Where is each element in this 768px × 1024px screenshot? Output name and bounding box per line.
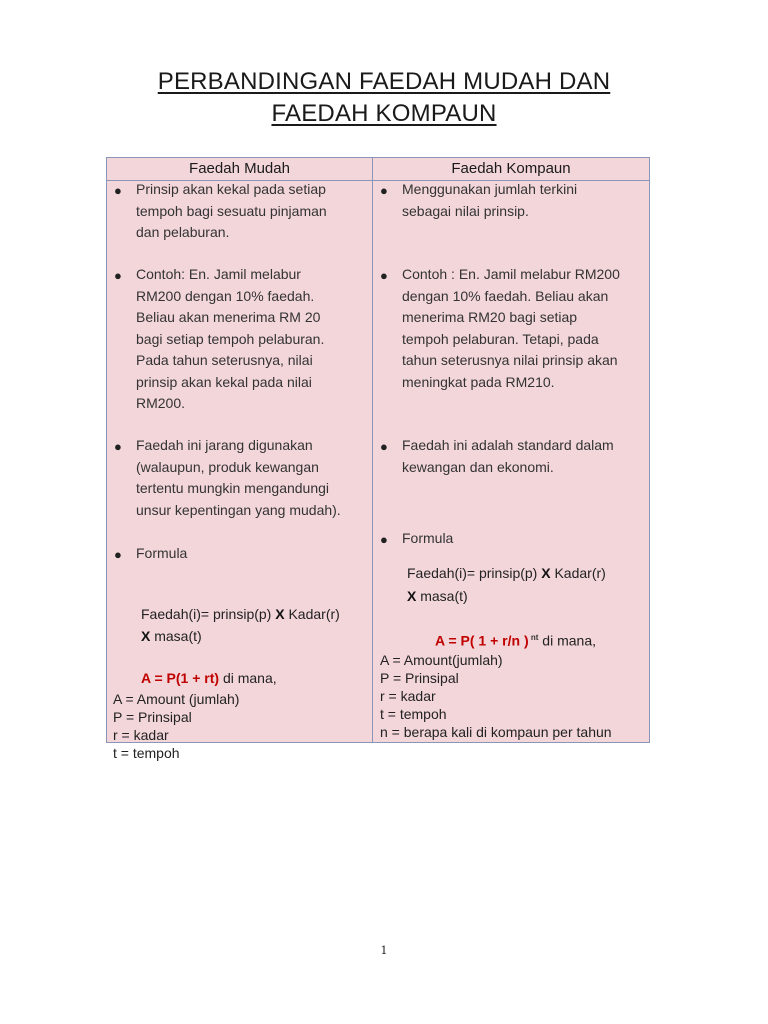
mudah-formula-label: Formula (136, 545, 188, 561)
kompaun-equation: A = P( 1 + r/n ) $^{nt}$ di mana, (435, 632, 596, 649)
exponent-nt: nt (528, 633, 539, 642)
mudah-contoh-text: Contoh: En. Jamil melabur RM200 dengan 10% faedah. Beliau akan menerima RM 20 bagi setiap tempoh pelaburan. Pada tahun seterusnya, nilai prinsip akan kekal pada nilai RM200. (136, 266, 325, 411)
bullet-icon: ● (380, 183, 388, 198)
multiply-sign: X (275, 606, 285, 622)
bullet-icon: ● (380, 439, 388, 454)
bullet-icon: ● (114, 268, 122, 283)
compound-interest-equation: A = P( 1 + r/n ) (435, 632, 529, 649)
multiply-sign: X (541, 565, 551, 581)
bullet-icon: ● (114, 439, 122, 454)
kompaun-formula-line-1: Faedah(i)= prinsip(p) X Kadar(r) (407, 565, 606, 581)
page-number: 1 (380, 944, 388, 957)
bullet-icon: ● (380, 532, 388, 547)
kompaun-contoh-text: Contoh : En. Jamil melabur RM200 dengan 10% faedah. Beliau akan menerima RM20 bagi setiap tempoh pelaburan. Tetapi, pada tahun seterusnya nilai prinsip akan meningkat pada RM210. (402, 266, 620, 390)
document-title (0, 66, 768, 130)
mudah-formula-line-1: Faedah(i)= prinsip(p) X Kadar(r) (141, 606, 340, 622)
bullet-icon: ● (114, 183, 122, 198)
simple-interest-equation: A = P(1 + rt) (141, 670, 220, 686)
kompaun-formula-line-2: X masa(t) (407, 588, 468, 604)
kompaun-formula-label: Formula (402, 530, 454, 546)
column-divider (372, 158, 373, 742)
bullet-icon: ● (380, 268, 388, 283)
mudah-equation: A = P(1 + rt) di mana, (141, 670, 277, 686)
title-line-1: PERBANDINGAN FAEDAH MUDAH DAN (157, 68, 611, 95)
mudah-definitions: A = Amount (jumlah) P = Prinsipal r = kadar t = tempoh (113, 691, 240, 761)
comparison-table (106, 157, 650, 761)
mudah-formula-line-2: X masa(t) (141, 628, 202, 644)
title-line-2: FAEDAH KOMPAUN (271, 100, 497, 127)
multiply-sign: X (407, 588, 417, 604)
kompaun-standard-text: Faedah ini adalah standard dalam kewangan dan ekonomi. (402, 437, 614, 475)
mudah-prinsip-text: Prinsip akan kekal pada setiap tempoh bagi sesuatu pinjaman dan pelaburan. (136, 181, 327, 240)
bullet-icon: ● (114, 547, 122, 562)
header-faedah-mudah: Faedah Mudah (189, 160, 290, 177)
mudah-jarang-text: Faedah ini jarang digunakan (walaupun, produk kewangan tertentu mungkin mengandungi unsur kepentingan yang mudah). (136, 437, 341, 518)
kompaun-prinsip-text: Menggunakan jumlah terkini sebagai nilai prinsip. (402, 181, 578, 219)
header-faedah-kompaun: Faedah Kompaun (451, 160, 571, 177)
kompaun-definitions: A = Amount(jumlah) P = Prinsipal r = kadar t = tempoh n = berapa kali di kompaun per tahun (380, 652, 612, 740)
multiply-sign: X (141, 628, 151, 644)
